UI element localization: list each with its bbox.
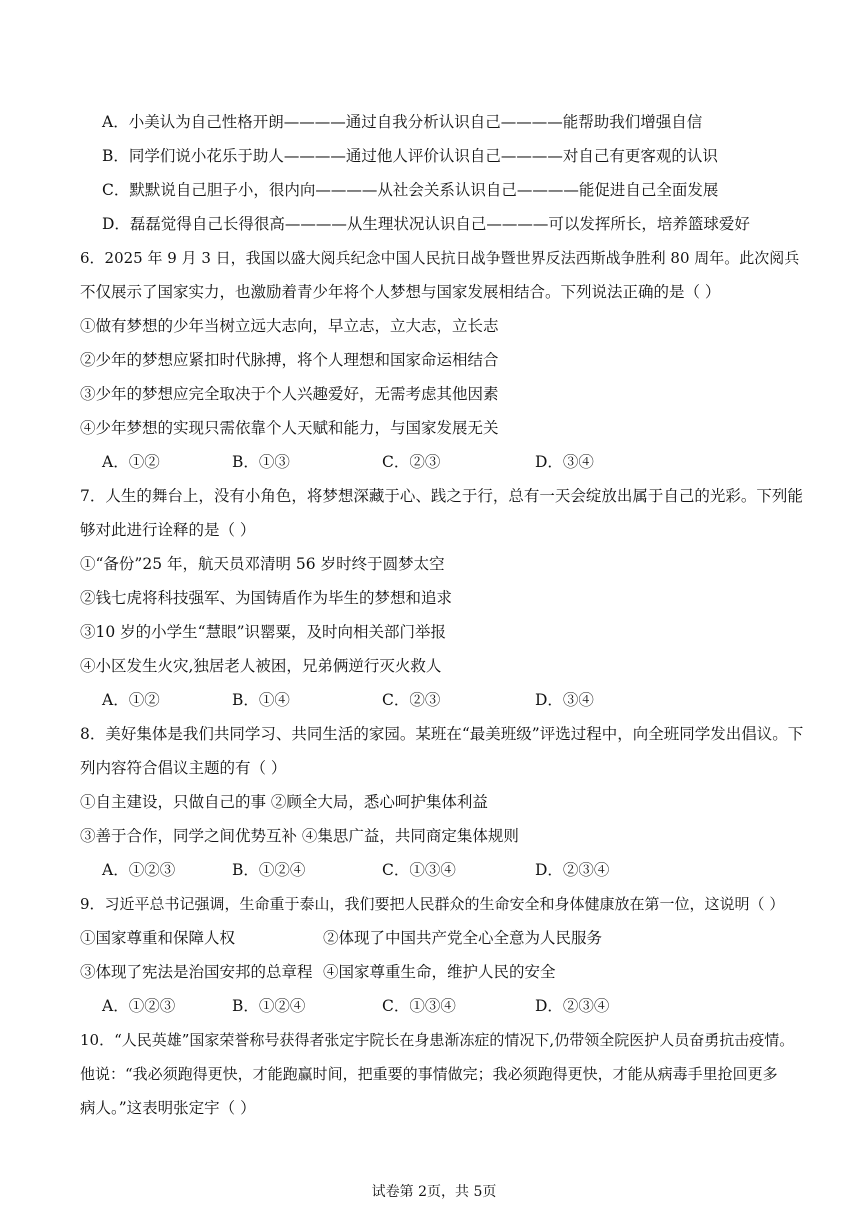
q8-stem-line-1: 8．美好集体是我们共同学习、共同生活的家园。某班在“最美班级”评选过程中，向全班同学发出倡议。下 [80,725,804,743]
q9-item-3: ③体现了宪法是治国安邦的总章程 [80,963,313,981]
q6-choice-c: C．②③ [382,453,441,471]
q5-option-c: C．默默说自己胆子小，很内向————从社会关系认识自己————能促进自己全面发展 [102,181,719,199]
q7-item-2: ②钱七虎将科技强军、为国铸盾作为毕生的梦想和追求 [80,589,453,607]
q9-choice-b: B．①②④ [232,997,306,1015]
q7-stem-line-2: 够对此进行诠释的是（ ） [80,521,256,539]
q7-item-4: ④小区发生火灾,独居老人被困，兄弟俩逆行灭火救人 [80,657,442,675]
q6-choice-a: A．①② [102,453,160,471]
q8-choice-c: C．①③④ [382,861,456,879]
q5-option-b: B．同学们说小花乐于助人————通过他人评价认识自己————对自己有更客观的认识 [102,147,718,165]
q6-item-2: ②少年的梦想应紧扣时代脉搏，将个人理想和国家命运相结合 [80,351,499,369]
q6-item-4: ④少年梦想的实现只需依靠个人天赋和能力，与国家发展无关 [80,419,499,437]
q8-item-2: ③善于合作，同学之间优势互补 ④集思广益，共同商定集体规则 [80,827,519,845]
q6-item-3: ③少年的梦想应完全取决于个人兴趣爱好，无需考虑其他因素 [80,385,499,403]
q7-choice-c: C．②③ [382,691,441,709]
q5-option-d: D．磊磊觉得自己长得很高————从生理状况认识自己————可以发挥所长，培养篮球爱好 [102,215,750,233]
q7-choice-b: B．①④ [232,691,290,709]
q6-item-1: ①做有梦想的少年当树立远大志向，早立志，立大志，立长志 [80,317,499,335]
q5-option-a: A．小美认为自己性格开朗————通过自我分析认识自己————能帮助我们增强自信 [102,113,703,131]
q6-stem-line-2: 不仅展示了国家实力，也激励着青少年将个人梦想与国家发展相结合。下列说法正确的是（ ） [80,283,721,301]
q10-stem-line-2: 他说：“我必须跑得更快，才能跑赢时间，把重要的事情做完；我必须跑得更快，才能从病毒手里抢回更多 [80,1065,778,1083]
q7-item-3: ③10 岁的小学生“慧眼”识罂粟，及时向相关部门举报 [80,623,446,641]
q7-choice-a: A．①② [102,691,160,709]
q7-stem-line-1: 7．人生的舞台上，没有小角色，将梦想深藏于心、践之于行，总有一天会绽放出属于自己的光彩。下列能 [80,487,803,505]
q9-choice-c: C．①③④ [382,997,456,1015]
q8-choice-d: D．②③④ [535,861,610,879]
q9-item-2: ②体现了中国共产党全心全意为人民服务 [323,929,603,947]
q6-choice-b: B．①③ [232,453,290,471]
q7-item-1: ①“备份”25 年，航天员邓清明 56 岁时终于圆梦太空 [80,555,445,573]
q6-choice-d: D．③④ [535,453,594,471]
page-footer: 试卷第 2页，共 5页 [371,1184,497,1200]
q7-choice-d: D．③④ [535,691,594,709]
q8-choice-b: B．①②④ [232,861,306,879]
q8-choice-a: A．①②③ [102,861,176,879]
q6-stem-line-1: 6．2025 年 9 月 3 日，我国以盛大阅兵纪念中国人民抗日战争暨世界反法西斯战争胜利 80 周年。此次阅兵 [80,249,800,267]
q10-stem-line-3: 病人。”这表明张定宇（ ） [80,1099,256,1117]
q9-stem-line-1: 9．习近平总书记强调，生命重于泰山，我们要把人民群众的生命安全和身体健康放在第一位，这说明（ ） [80,895,785,913]
q9-choice-d: D．②③④ [535,997,610,1015]
q9-item-1: ①国家尊重和保障人权 [80,929,236,947]
q8-item-1: ①自主建设，只做自己的事 ②顾全大局，悉心呵护集体利益 [80,793,488,811]
q10-stem-line-1: 10．“人民英雄”国家荣誉称号获得者张定宇院长在身患渐冻症的情况下,仍带领全院医护人员奋勇抗击疫情。 [80,1031,795,1049]
q9-choice-a: A．①②③ [102,997,176,1015]
q8-stem-line-2: 列内容符合倡议主题的有（ ） [80,759,287,777]
q9-item-4: ④国家尊重生命，维护人民的安全 [323,963,556,981]
